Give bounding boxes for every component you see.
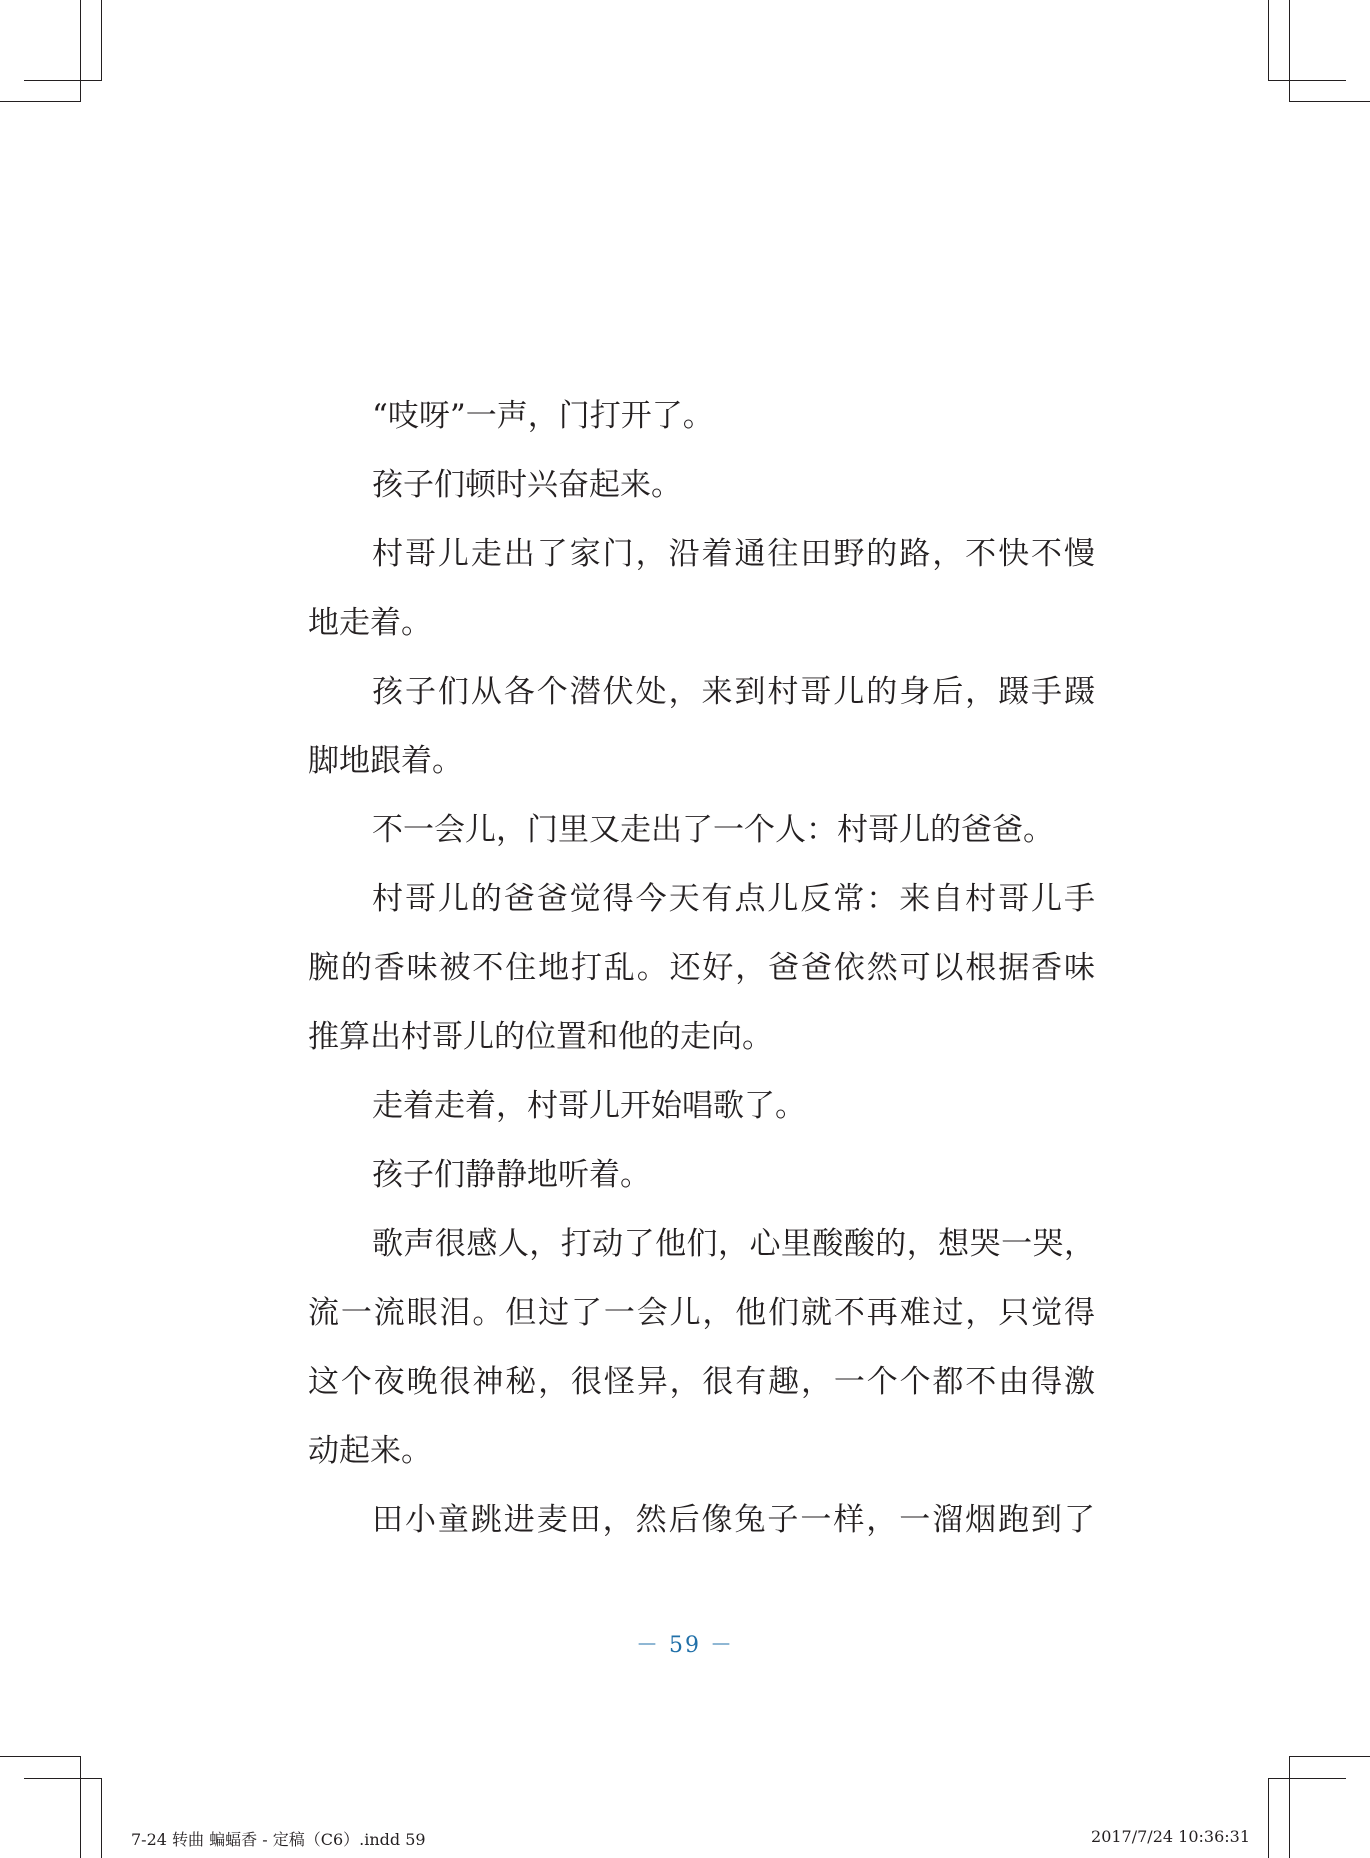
text-line: 腕的香味被不住地打乱。还好，爸爸依然可以根据香味 (308, 950, 1095, 986)
text-line: 田小童跳进麦田，然后像兔子一样，一溜烟跑到了 (372, 1502, 1095, 1538)
crop-mark-top-left-vertical (80, 0, 81, 102)
text-line: 歌声很感人，打动了他们，心里酸酸的，想哭一哭， (372, 1226, 1095, 1262)
text-line: 走着走着，村哥儿开始唱歌了。 (372, 1088, 806, 1124)
crop-mark-bottom-right-vertical (1289, 1756, 1290, 1858)
slug-timestamp: 2017/7/24 10:36:31 (1091, 1827, 1250, 1846)
slug-filename: 7-24 转曲 蝙蝠香 - 定稿（C6）.indd 59 (131, 1830, 426, 1849)
crop-mark-top-right-inner-v (1268, 0, 1269, 80)
crop-mark-bottom-right-inner-v (1268, 1778, 1269, 1858)
crop-mark-top-left-inner (0, 101, 80, 102)
crop-mark-top-left-horizontal (24, 80, 102, 81)
crop-mark-bottom-right-horizontal (1268, 1778, 1346, 1779)
crop-mark-bottom-right-inner (1289, 1756, 1370, 1757)
text-line: 流一流眼泪。但过了一会儿，他们就不再难过，只觉得 (308, 1295, 1095, 1331)
crop-mark-bottom-left-vertical (80, 1756, 81, 1858)
text-line: “吱呀”一声，门打开了。 (372, 398, 714, 434)
text-line: 村哥儿的爸爸觉得今天有点儿反常：来自村哥儿手 (372, 881, 1095, 917)
text-line: 脚地跟着。 (308, 743, 463, 779)
text-line: 孩子们静静地听着。 (372, 1157, 651, 1193)
crop-mark-bottom-left-horizontal (24, 1778, 102, 1779)
text-line: 村哥儿走出了家门，沿着通往田野的路，不快不慢 (372, 536, 1095, 572)
text-line: 动起来。 (308, 1433, 432, 1469)
crop-mark-bottom-left-inner-v (101, 1778, 102, 1858)
text-line: 地走着。 (308, 605, 432, 641)
text-line: 不一会儿，门里又走出了一个人：村哥儿的爸爸。 (372, 812, 1054, 848)
text-line: 推算出村哥儿的位置和他的走向。 (308, 1019, 773, 1055)
text-line: 这个夜晚很神秘，很怪异，很有趣，一个个都不由得激 (308, 1364, 1095, 1400)
crop-mark-top-left-inner-v (101, 0, 102, 80)
page-number: － 59 － (636, 1633, 734, 1658)
crop-mark-top-right-vertical (1289, 0, 1290, 102)
text-line: 孩子们从各个潜伏处，来到村哥儿的身后，蹑手蹑 (372, 674, 1095, 710)
crop-mark-top-right-inner (1289, 101, 1370, 102)
crop-mark-bottom-left-inner (0, 1756, 80, 1757)
crop-mark-top-right-horizontal (1268, 80, 1346, 81)
text-line: 孩子们顿时兴奋起来。 (372, 467, 682, 503)
